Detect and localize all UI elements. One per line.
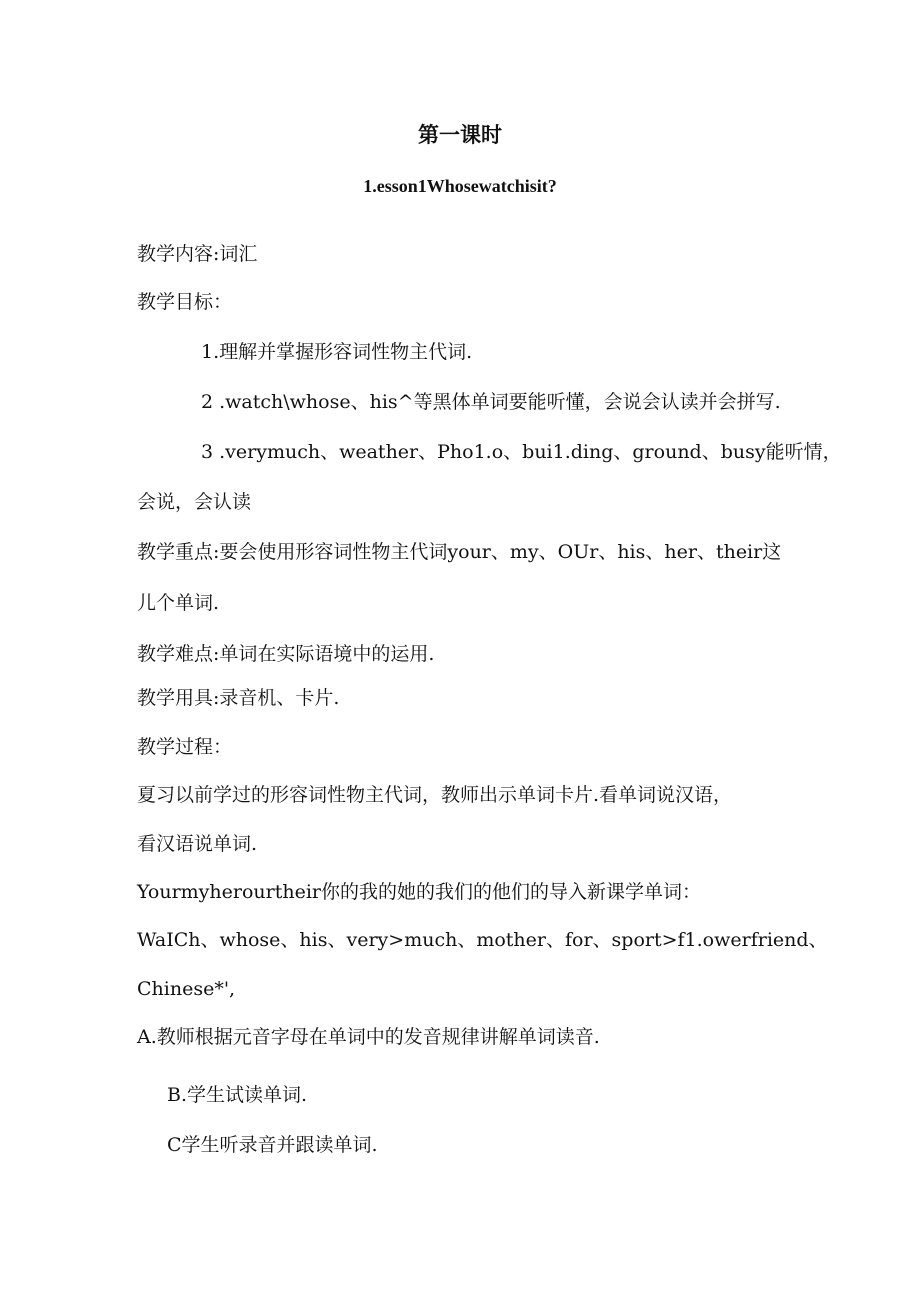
goal-item-2: 2 .watch\whose、his^等黑体单词要能听懂，会说会认读并会拼写. [201,391,781,413]
teaching-goals-heading: 教学目标： [137,291,233,313]
process-review-continuation: 看汉语说单词. [137,833,258,855]
step-c-line: C学生听录音并跟读单词. [167,1134,378,1156]
goal-item-3-continuation: 会说，会认读 [137,491,252,513]
goal-item-3: 3 .verymuch、weather、Pho1.o、bui1.ding、ground、busy能听情， [201,441,842,463]
lesson-subtitle: 1.esson1Whosewatchisit? [363,176,557,196]
key-points-continuation: 儿个单词. [137,592,220,614]
goal-item-1: 1.理解并掌握形容词性物主代词. [201,341,473,363]
process-review-line: 夏习以前学过的形容词性物主代词，教师出示单词卡片.看单词说汉语， [137,784,733,806]
teaching-process-heading: 教学过程： [137,736,233,758]
lesson-title: 第一课时 [418,123,502,147]
teaching-aids-line: 教学用具:录音机、卡片. [137,687,340,709]
key-points-line: 教学重点:要会使用形容词性物主代词your、my、OUr、his、her、their这 [137,541,782,563]
new-words-continuation: Chinese*', [137,978,236,1000]
difficulties-line: 教学难点:单词在实际语境中的运用. [137,643,435,665]
teaching-content-line: 教学内容:词汇 [137,243,258,265]
step-a-line: A.教师根据元音字母在单词中的发音规律讲解单词读音. [137,1026,600,1048]
step-b-line: B.学生试读单词. [167,1084,308,1106]
new-words-line: WaICh、whose、his、very>much、mother、for、sport>f1.owerfriend、 [137,929,828,951]
pronoun-list-line: Yourmyherourtheir你的我的她的我们的他们的导入新课学单词： [137,881,701,903]
